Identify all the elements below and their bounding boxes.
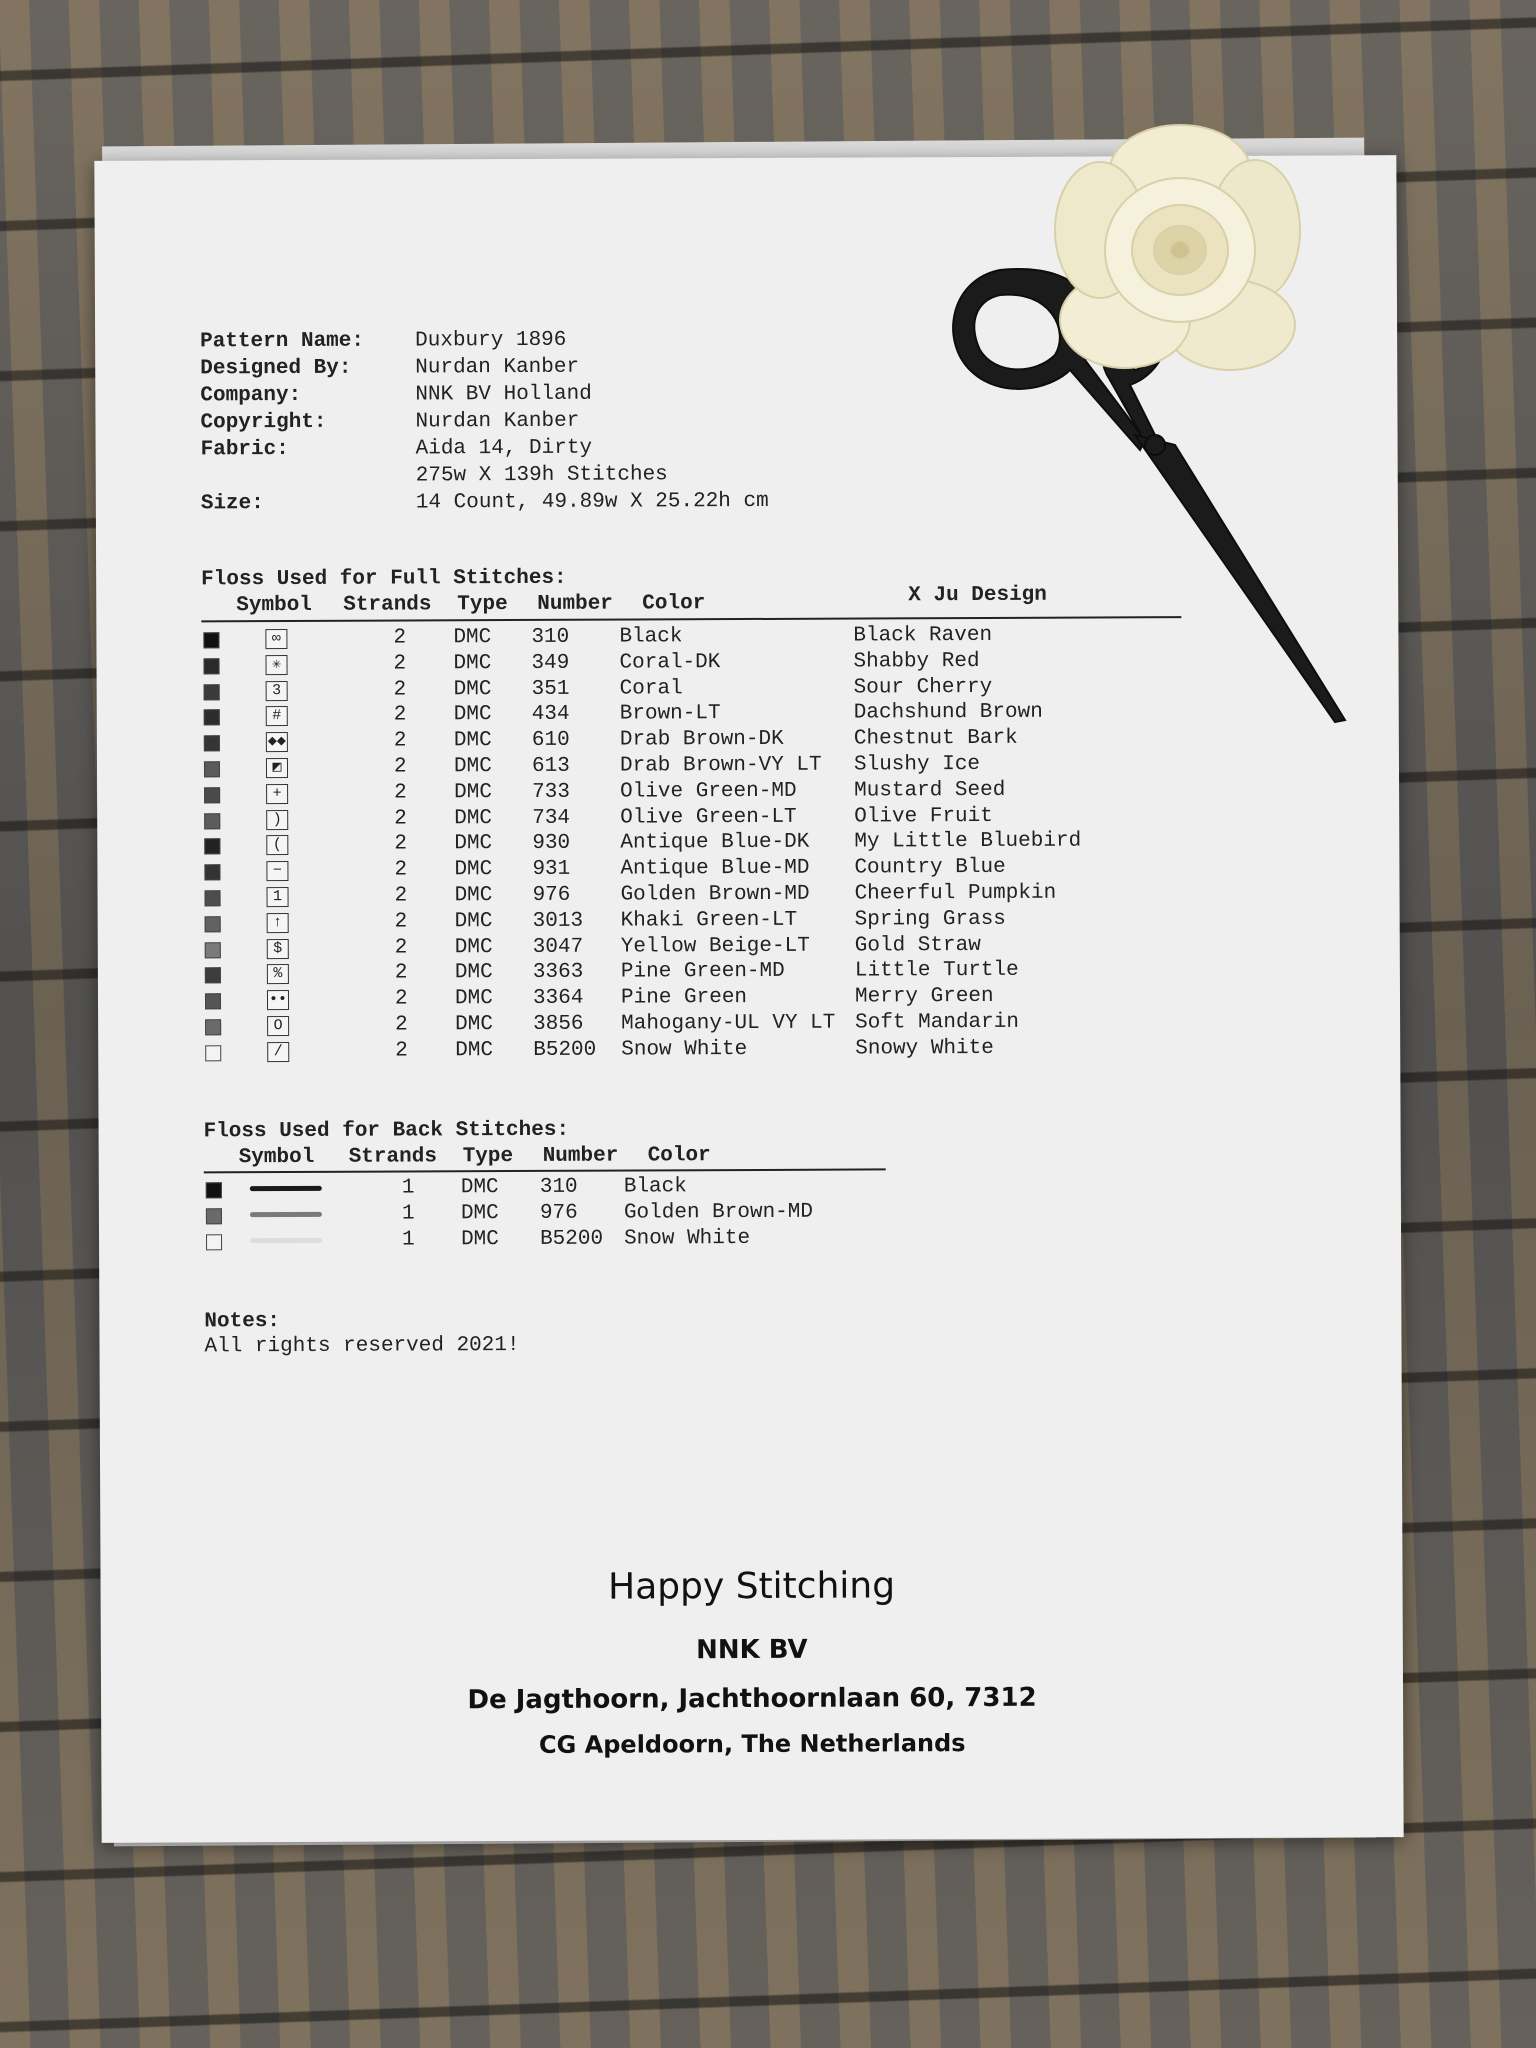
footer-address-line2: CG Apeldoorn, The Netherlands <box>538 1729 966 1759</box>
stitch-symbol: ( <box>266 835 288 855</box>
info-value: Nurdan Kanber <box>415 409 580 434</box>
stitch-symbol: % <box>267 964 289 984</box>
cell-strands: 2 <box>394 987 408 1011</box>
cell-strands: 2 <box>393 678 407 702</box>
cell-strands: 2 <box>393 652 407 676</box>
stitch-symbol: # <box>266 706 288 726</box>
header-number: Number <box>537 592 613 616</box>
color-swatch <box>205 993 221 1009</box>
cell-type: DMC <box>453 755 492 779</box>
cell-type: DMC <box>453 651 492 676</box>
cell-color: Olive Green-MD <box>620 779 797 804</box>
cell-strands: 2 <box>394 832 407 856</box>
cell-number: 733 <box>532 780 570 804</box>
full-stitches-header <box>236 583 1047 618</box>
cell-number: 976 <box>532 883 571 907</box>
cell-xju: Soft Mandarin <box>855 1010 1019 1035</box>
color-swatch <box>204 735 220 751</box>
cell-color: Khaki Green-LT <box>620 908 798 933</box>
cell-xju: Gold Straw <box>854 933 981 958</box>
cell-strands: 2 <box>393 626 407 650</box>
cell-color: Black <box>619 625 683 649</box>
cell-color: Black <box>623 1175 687 1199</box>
cell-color: Pine Green <box>620 986 748 1010</box>
cell-strands: 2 <box>394 781 407 805</box>
cell-color: Mahogany-UL VY LT <box>621 1011 836 1036</box>
color-swatch <box>206 1182 222 1198</box>
info-label: Designed By: <box>200 356 352 381</box>
footer-company: NNK BV <box>695 1634 808 1666</box>
backstitch-line <box>250 1237 322 1242</box>
color-swatch <box>206 1208 222 1224</box>
info-label: Size: <box>200 492 264 516</box>
stitch-symbol: / <box>267 1042 289 1062</box>
color-swatch <box>205 890 221 906</box>
stitch-symbol: O <box>267 1016 289 1036</box>
stitch-symbol: ) <box>266 810 288 830</box>
header-symbol: Symbol <box>238 1145 315 1170</box>
cell-xju: Dachshund Brown <box>853 701 1043 725</box>
header-color: Color <box>647 1144 711 1168</box>
color-swatch <box>204 864 220 880</box>
cell-strands: 2 <box>394 884 408 908</box>
info-label <box>201 462 416 490</box>
backstitch-line <box>250 1186 322 1191</box>
cell-number: 734 <box>532 806 571 830</box>
info-row <box>200 380 768 409</box>
cell-xju: Cheerful Pumpkin <box>854 881 1057 906</box>
cell-color: Pine Green-MD <box>620 960 785 984</box>
info-row <box>201 461 769 490</box>
cell-type: DMC <box>454 806 493 830</box>
cell-type: DMC <box>454 961 493 985</box>
info-value: NNK BV Holland <box>415 382 592 407</box>
cell-type: DMC <box>453 729 492 753</box>
cell-strands: 2 <box>393 755 407 779</box>
cell-number: 610 <box>531 728 570 753</box>
cell-number: 351 <box>531 677 570 701</box>
color-swatch <box>205 968 221 984</box>
color-swatch <box>204 658 220 674</box>
info-value: Duxbury 1896 <box>415 328 567 353</box>
info-value: 275w X 139h Stitches <box>415 463 668 488</box>
header-type: Type <box>462 1145 514 1169</box>
cell-strands: 2 <box>394 858 408 882</box>
color-swatch <box>204 761 220 777</box>
cell-number: 310 <box>531 625 570 649</box>
cell-type: DMC <box>453 677 492 701</box>
header-symbol: Symbol <box>236 593 312 618</box>
cell-strands: 2 <box>393 703 407 727</box>
cell-strands: 2 <box>393 729 407 753</box>
full-stitches-title: Floss Used for Full Stitches: <box>201 566 567 592</box>
cell-xju: Mustard Seed <box>854 778 1006 803</box>
cell-strands: 2 <box>394 936 408 960</box>
cell-number: 3856 <box>533 1012 584 1036</box>
cell-type: DMC <box>460 1201 499 1226</box>
stitch-symbol: − <box>266 861 288 881</box>
cell-xju: Black Raven <box>853 623 993 648</box>
cell-xju: Little Turtle <box>854 959 1019 983</box>
cell-color: Snow White <box>623 1226 751 1251</box>
color-swatch <box>204 710 220 726</box>
header-xju-design: X Ju Design <box>908 583 1047 608</box>
header-color: Color <box>642 592 706 616</box>
stitch-symbol: •• <box>267 990 289 1010</box>
cell-number: 613 <box>531 754 570 778</box>
info-label: Fabric: <box>200 438 289 462</box>
cell-color: Yellow Beige-LT <box>620 934 810 959</box>
color-swatch <box>203 632 219 648</box>
stitch-symbol: ∞ <box>265 629 287 649</box>
cell-type: DMC <box>454 987 493 1011</box>
cell-number: 931 <box>532 857 571 882</box>
info-label: Pattern Name: <box>200 329 365 354</box>
table-row <box>204 1199 1004 1228</box>
cell-color: Antique Blue-DK <box>620 831 810 855</box>
back-stitches-title: Floss Used for Back Stitches: <box>203 1118 570 1144</box>
color-swatch <box>204 813 220 829</box>
cell-xju: My Little Bluebird <box>854 829 1082 854</box>
info-label: Copyright: <box>200 410 327 435</box>
info-row <box>201 488 769 517</box>
color-swatch <box>204 839 220 855</box>
stitch-symbol: ◆◆ <box>266 732 288 752</box>
cell-color: Drab Brown-DK <box>619 728 784 752</box>
cell-color: Drab Brown-VY LT <box>619 753 822 778</box>
footer-address-line1: De Jagthoorn, Jachthoornlaan 60, 7312 <box>467 1682 1037 1716</box>
cell-number: 976 <box>539 1201 578 1225</box>
header-strands: Strands <box>348 1145 437 1169</box>
color-swatch <box>204 684 220 700</box>
stitch-symbol: 1 <box>267 887 289 907</box>
cell-xju: Merry Green <box>854 985 994 1009</box>
notes-text: All rights reserved 2021! <box>204 1334 520 1359</box>
cell-type: DMC <box>454 832 493 856</box>
info-value: Nurdan Kanber <box>415 355 580 380</box>
header-strands: Strands <box>343 593 432 617</box>
cell-xju: Olive Fruit <box>854 804 993 829</box>
cell-type: DMC <box>454 935 493 959</box>
cell-strands: 1 <box>401 1202 415 1226</box>
cell-type: DMC <box>454 909 493 934</box>
cell-strands: 2 <box>394 910 408 934</box>
cell-strands: 1 <box>401 1228 415 1252</box>
cell-color: Coral-DK <box>619 650 721 675</box>
cell-type: DMC <box>455 1013 493 1037</box>
header-number: Number <box>542 1144 619 1168</box>
cell-xju: Shabby Red <box>853 649 980 674</box>
table-row <box>204 1224 1004 1253</box>
info-value: Aida 14, Dirty <box>415 436 593 461</box>
cell-number: 3013 <box>532 909 584 933</box>
cell-xju: Chestnut Bark <box>853 727 1018 751</box>
notes-title: Notes: <box>204 1310 281 1334</box>
cell-color: Olive Green-LT <box>620 805 797 830</box>
cell-type: DMC <box>454 780 492 805</box>
info-label: Company: <box>200 383 302 408</box>
info-row <box>200 326 768 355</box>
cell-number: B5200 <box>533 1038 597 1062</box>
cell-strands: 2 <box>395 1013 408 1037</box>
cell-number: 310 <box>539 1175 578 1199</box>
stitch-symbol: ↑ <box>267 913 289 933</box>
cell-strands: 2 <box>394 807 407 831</box>
cell-number: 3364 <box>532 986 584 1011</box>
cell-number: 3047 <box>532 935 584 959</box>
cell-type: DMC <box>454 884 493 908</box>
color-swatch <box>205 942 221 958</box>
stitch-symbol: ✳ <box>265 655 287 675</box>
cell-type: DMC <box>453 703 492 727</box>
stitch-symbol: ◩ <box>266 758 288 778</box>
info-value: 14 Count, 49.89w X 25.22h cm <box>415 489 769 515</box>
info-row <box>201 434 769 463</box>
cell-color: Golden Brown-MD <box>620 882 810 907</box>
paper-rose-icon <box>1040 110 1320 390</box>
cell-color: Golden Brown-MD <box>623 1200 814 1225</box>
back-header-rule <box>204 1168 886 1173</box>
cell-number: B5200 <box>539 1227 604 1251</box>
back-stitches-header <box>239 1144 711 1169</box>
table-row <box>204 1173 1004 1202</box>
cell-xju: Spring Grass <box>854 907 1006 932</box>
info-row <box>200 353 768 382</box>
cell-strands: 1 <box>401 1176 415 1200</box>
cell-number: 930 <box>532 832 571 856</box>
stitch-symbol: + <box>266 784 288 804</box>
cell-xju: Slushy Ice <box>853 752 981 777</box>
cell-type: DMC <box>460 1227 499 1251</box>
color-swatch <box>205 916 221 932</box>
cell-strands: 2 <box>394 961 408 985</box>
back-stitches-table <box>204 1173 1004 1254</box>
cell-color: Snow White <box>621 1037 748 1062</box>
cell-type: DMC <box>454 858 493 882</box>
cell-xju: Snowy White <box>855 1036 994 1061</box>
header-type: Type <box>457 593 508 617</box>
cell-strands: 2 <box>395 1039 408 1063</box>
footer-title: Happy Stitching <box>607 1565 896 1608</box>
color-swatch <box>205 1045 221 1061</box>
color-swatch <box>205 1019 221 1035</box>
color-swatch <box>206 1234 222 1250</box>
table-row <box>203 1035 1203 1065</box>
cell-type: DMC <box>453 626 492 650</box>
cell-type: DMC <box>460 1176 499 1200</box>
cell-number: 349 <box>531 651 570 675</box>
info-row <box>200 407 768 436</box>
cell-xju: Sour Cherry <box>853 675 993 700</box>
color-swatch <box>204 787 220 803</box>
cell-xju: Country Blue <box>854 856 1006 880</box>
cell-color: Antique Blue-MD <box>620 856 810 881</box>
backstitch-line <box>250 1212 322 1217</box>
stitch-symbol: $ <box>267 939 289 959</box>
pattern-info <box>200 326 769 517</box>
cell-color: Coral <box>619 676 683 701</box>
cell-type: DMC <box>455 1038 494 1063</box>
stitch-symbol: 3 <box>266 681 288 701</box>
cell-number: 3363 <box>532 961 584 985</box>
cell-number: 434 <box>531 703 570 727</box>
cell-color: Brown-LT <box>619 702 721 726</box>
